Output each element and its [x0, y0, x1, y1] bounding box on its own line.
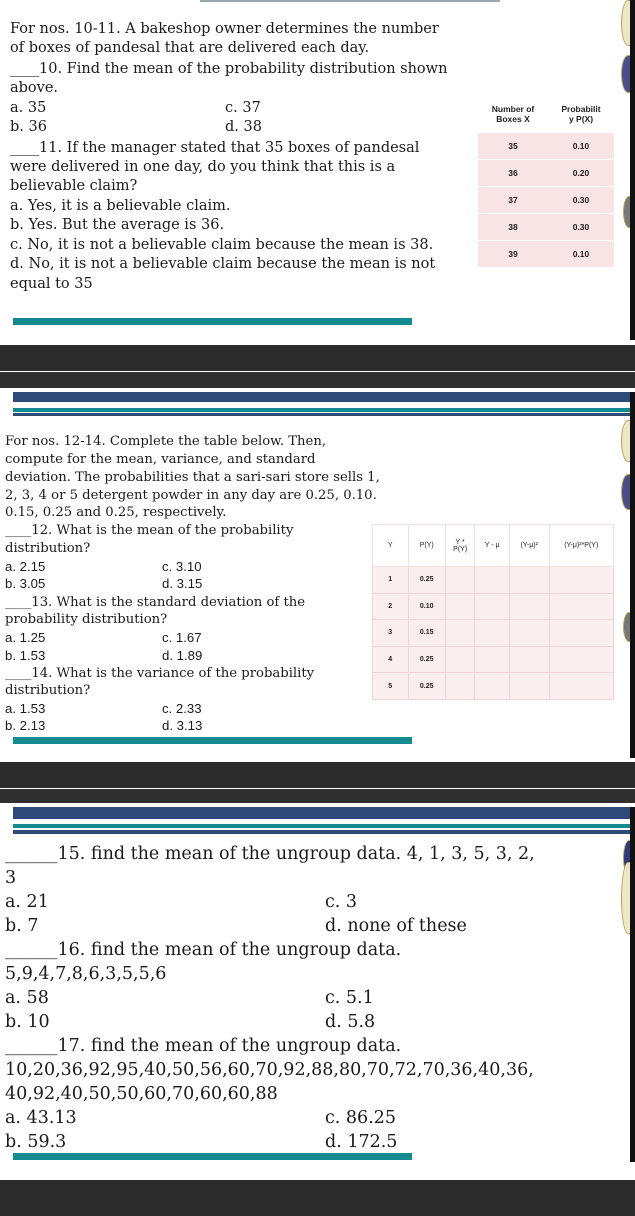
- panel2-line-1: For nos. 12-14. Complete the table below. Then,: [5, 434, 327, 449]
- cell-empty: [549, 567, 614, 594]
- cell-py: 0.25: [408, 567, 445, 594]
- table-row: [478, 214, 614, 241]
- q16-prompt: ______16. find the mean of the ungroup data.: [5, 940, 402, 960]
- right-edge-rule: [630, 807, 635, 1162]
- q12-choice-c: c. 3.10: [162, 559, 202, 574]
- cell-y: 1: [373, 567, 409, 594]
- cell-empty: [549, 620, 614, 647]
- blue-header-band-thin: [13, 830, 635, 834]
- q11-prompt-cont: were delivered in one day, do you think that this is a: [10, 159, 396, 175]
- table-header-sq-dev: (Y-μ)²: [509, 525, 549, 567]
- q17-prompt: ______17. find the mean of the ungroup data.: [5, 1036, 402, 1056]
- q12-choice-d: d. 3.15: [162, 576, 203, 591]
- table-header-probability: [548, 95, 614, 133]
- cell-p: 0.30: [548, 214, 614, 241]
- cell-empty: [475, 673, 510, 700]
- cell-empty: [509, 567, 549, 594]
- panel2-line-2: compute for the mean, variance, and standard: [5, 452, 316, 467]
- blue-header-band: [13, 807, 635, 819]
- q15-data-cont: 3: [5, 868, 17, 888]
- q14-choice-b: b. 2.13: [5, 718, 46, 733]
- q11-choice-a: a. Yes, it is a believable claim.: [10, 198, 231, 214]
- q12-prompt: ____12. What is the mean of the probability: [5, 523, 294, 538]
- q13-prompt: ____13. What is the standard deviation of the: [5, 595, 306, 610]
- dark-band: [0, 372, 635, 388]
- q12-prompt-cont: distribution?: [5, 541, 91, 556]
- q16-data: 5,9,4,7,8,6,3,5,5,6: [5, 964, 167, 984]
- q14-prompt: ____14. What is the variance of the probability: [5, 666, 315, 681]
- q17-choice-a: a. 43.13: [5, 1108, 77, 1128]
- right-edge-rule: [630, 392, 635, 758]
- q11-choice-c: c. No, it is not a believable claim because the mean is 38.: [10, 237, 434, 253]
- teal-divider: [13, 1153, 412, 1160]
- q12-choice-b: b. 3.05: [5, 576, 46, 591]
- cell-py: 0.25: [408, 646, 445, 673]
- blue-header-band: [13, 392, 635, 402]
- dark-band: [0, 762, 635, 788]
- q17-choice-d: d. 172.5: [325, 1132, 398, 1152]
- q11-choice-b: b. Yes. But the average is 36.: [10, 217, 225, 233]
- q16-choice-d: d. 5.8: [325, 1012, 376, 1032]
- panel2-line-5: 0.15, 0.25 and 0.25, respectively.: [5, 505, 227, 520]
- q14-choice-c: c. 2.33: [162, 701, 202, 716]
- top-rule: [200, 0, 500, 2]
- cell-y: 4: [373, 646, 409, 673]
- q16-choice-b: b. 10: [5, 1012, 50, 1032]
- q15-prompt: ______15. find the mean of the ungroup data. 4, 1, 3, 5, 3, 2,: [5, 844, 535, 864]
- cell-y: 2: [373, 593, 409, 620]
- q10-choice-a: a. 35: [10, 100, 47, 116]
- cell-empty: [445, 567, 474, 594]
- table-row: [478, 160, 614, 187]
- header-line: Y *: [455, 538, 465, 546]
- q10-choice-d: d. 38: [225, 119, 262, 135]
- q16-choice-a: a. 58: [5, 988, 49, 1008]
- q11-prompt-cont2: believable claim?: [10, 178, 138, 194]
- cell-py: 0.25: [408, 673, 445, 700]
- cell-empty: [509, 673, 549, 700]
- cell-x: 36: [478, 160, 548, 187]
- q15-choice-b: b. 7: [5, 916, 39, 936]
- q13-choice-c: c. 1.67: [162, 630, 202, 645]
- table-header-y: Y: [373, 525, 409, 567]
- teal-header-band: [13, 824, 635, 828]
- header-line: Probabilit: [561, 104, 601, 114]
- q17-choice-b: b. 59.3: [5, 1132, 67, 1152]
- q10-prompt-cont: above.: [10, 80, 59, 96]
- q16-choice-c: c. 5.1: [325, 988, 374, 1008]
- cell-py: 0.10: [408, 593, 445, 620]
- cell-py: 0.15: [408, 620, 445, 647]
- header-line: y P(X): [568, 114, 594, 124]
- q15-choice-d: d. none of these: [325, 916, 467, 936]
- header-line: Boxes X: [496, 114, 530, 124]
- table-header-y-times-py: [445, 525, 474, 567]
- cell-p: 0.10: [548, 241, 614, 268]
- cell-empty: [475, 646, 510, 673]
- cell-empty: [549, 593, 614, 620]
- table-row: [373, 673, 614, 700]
- q14-prompt-cont: distribution?: [5, 683, 91, 698]
- table-row: [478, 133, 614, 160]
- q15-choice-a: a. 21: [5, 892, 49, 912]
- panel1-line-2: of boxes of pandesal that are delivered each day.: [10, 40, 370, 56]
- header-line: Number of: [491, 104, 535, 114]
- cell-x: 38: [478, 214, 548, 241]
- cell-empty: [509, 620, 549, 647]
- right-edge-rule: [630, 0, 635, 340]
- table-header-boxes: [478, 95, 548, 133]
- table-row: [373, 567, 614, 594]
- table-header-y-minus-mu: Y - μ: [475, 525, 510, 567]
- cell-p: 0.20: [548, 160, 614, 187]
- teal-divider: [13, 318, 412, 325]
- cell-empty: [445, 646, 474, 673]
- q12-choice-a: a. 2.15: [5, 559, 46, 574]
- cell-empty: [509, 646, 549, 673]
- q10-choice-b: b. 36: [10, 119, 47, 135]
- teal-divider: [13, 737, 412, 744]
- q13-choice-d: d. 1.89: [162, 648, 203, 663]
- table-row: [478, 187, 614, 214]
- cell-empty: [445, 620, 474, 647]
- cell-empty: [475, 593, 510, 620]
- q17-choice-c: c. 86.25: [325, 1108, 397, 1128]
- header-line: P(Y): [453, 545, 468, 553]
- cell-x: 35: [478, 133, 548, 160]
- teal-header-band: [13, 408, 635, 412]
- cell-x: 39: [478, 241, 548, 268]
- cell-empty: [549, 673, 614, 700]
- cell-empty: [475, 620, 510, 647]
- table-row: [373, 646, 614, 673]
- table-row: [373, 620, 614, 647]
- table-header-weighted-sq-dev: (Y-μ)²*P(Y): [549, 525, 614, 567]
- q14-choice-d: d. 3.13: [162, 718, 203, 733]
- probability-table-boxes: [478, 95, 614, 268]
- table-header-py: P(Y): [408, 525, 445, 567]
- cell-p: 0.30: [548, 187, 614, 214]
- panel1-line-1: For nos. 10-11. A bakeshop owner determines the number: [10, 21, 439, 37]
- q11-prompt: ____11. If the manager stated that 35 boxes of pandesal: [10, 140, 420, 156]
- table-row: [478, 241, 614, 268]
- q11-choice-d: d. No, it is not a believable claim because the mean is not: [10, 256, 436, 272]
- q11-choice-d-cont: equal to 35: [10, 276, 93, 292]
- cell-empty: [445, 673, 474, 700]
- q17-data: 10,20,36,92,95,40,50,56,60,70,92,88,80,70,72,70,36,40,36,: [5, 1060, 534, 1080]
- cell-y: 3: [373, 620, 409, 647]
- q13-prompt-cont: probability distribution?: [5, 612, 168, 627]
- cell-x: 37: [478, 187, 548, 214]
- sari-sari-probability-table: [372, 524, 614, 700]
- q13-choice-b: b. 1.53: [5, 648, 46, 663]
- q10-prompt: ____10. Find the mean of the probability distribution shown: [10, 61, 448, 77]
- dark-band: [0, 789, 635, 803]
- q17-data-cont: 40,92,40,50,50,60,70,60,60,88: [5, 1084, 278, 1104]
- dark-band: [0, 1180, 635, 1216]
- table-row: [373, 593, 614, 620]
- q10-choice-c: c. 37: [225, 100, 261, 116]
- cell-y: 5: [373, 673, 409, 700]
- cell-empty: [475, 567, 510, 594]
- cell-empty: [509, 593, 549, 620]
- panel2-line-4: 2, 3, 4 or 5 detergent powder in any day are 0.25, 0.10.: [5, 488, 377, 503]
- q14-choice-a: a. 1.53: [5, 701, 46, 716]
- dark-band: [0, 345, 635, 371]
- q13-choice-a: a. 1.25: [5, 630, 46, 645]
- cell-empty: [445, 593, 474, 620]
- blue-header-band-thin: [13, 413, 635, 416]
- q15-choice-c: c. 3: [325, 892, 358, 912]
- panel2-line-3: deviation. The probabilities that a sari-sari store sells 1,: [5, 470, 380, 485]
- cell-p: 0.10: [548, 133, 614, 160]
- cell-empty: [549, 646, 614, 673]
